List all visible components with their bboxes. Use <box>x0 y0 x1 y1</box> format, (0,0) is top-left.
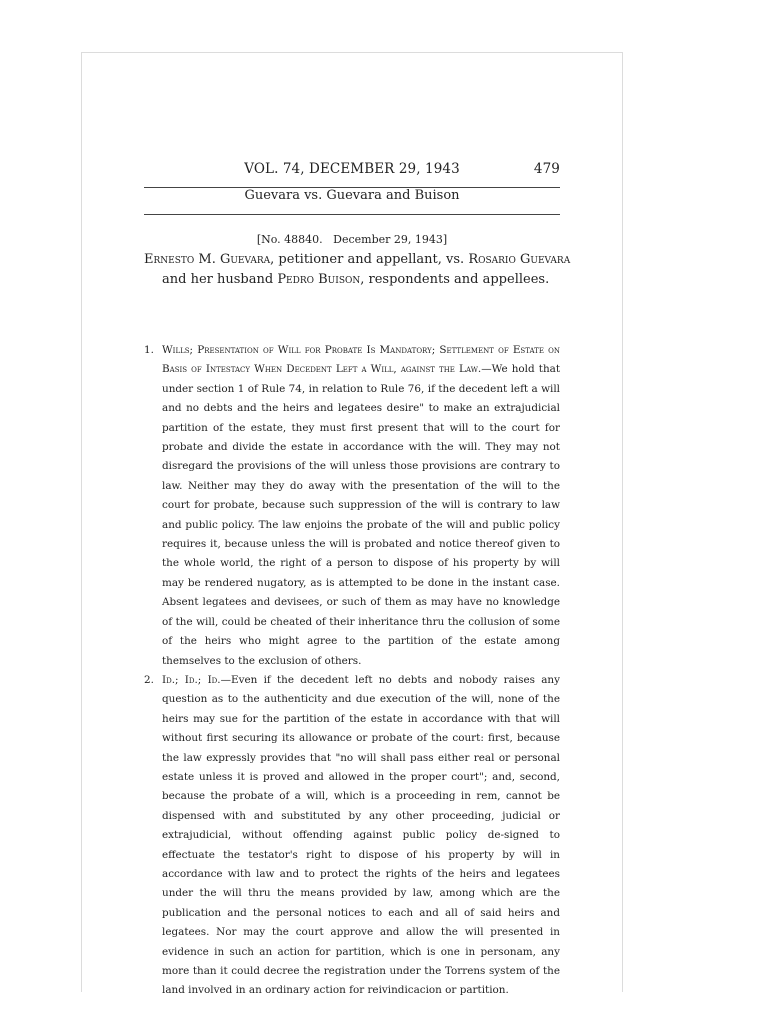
parties-line-1 <box>144 250 571 270</box>
syllabus-body: Even if the decedent left no debts and nobody raises any question as to the authenticity and due execution of the will, none of the heirs may sue for the partition of the estate in accordance with that will without first securing its allowance or probate of the court: first, because the law expressly provides that "no will shall pass either real or personal estate unless it is proved and allowed in the proper court"; and, second, because the probate of a will, which is a proceeding in rem, cannot be dispensed with and substituted by any other proceeding, judicial or extrajudicial, without offending against public policy de-signed to effectuate the testator's right to dispose of his property by will in accordance with law and to protect the rights of the heirs and legatees under the will thru the means provided by law, among which are the publication and the personal notices to each and all of said heirs and legatees. Nor may the court approve and allow the will presented in evidence in such an action for partition, which is one in personam, any more than it could decree the registration under the Torrens system of the land involved in an ordinary action for reivindicacion or partition. <box>162 673 560 997</box>
syllabus-dash: — <box>481 363 492 376</box>
parties-line-2 <box>144 270 562 290</box>
syllabus-number: 2. <box>144 673 154 686</box>
case-parties <box>144 250 571 290</box>
syllabus-body: We hold that under section 1 of Rule 74, in relation to Rule 76, if the decedent left a will and no debts and the heirs and legatees desire" to make an extrajudicial partition of the estate, they must first present that will to the court for probate and divide the estate in accordance with the will. They may not disregard the provisions of the will unless those provisions are contrary to law. Neither may they do away with the presentation of the will to the court for probate, because such suppression of the will is contrary to law and public policy. The law enjoins the probate of the will and public policy requires it, because unless the will is probated and notice thereof given to the whole world, the right of a person to dispose of his property by will may be rendered nugatory, as is attempted to be done in the instant case. Absent legatees and devisees, or such of them as may have no knowledge of the will, could be cheated of their inheritance thru the collusion of some of the heirs who might agree to the partition of the estate among themselves to the exclusion of others. <box>162 363 561 667</box>
case-title: Guevara vs. Guevara and Buison <box>244 188 460 203</box>
header-rule-bottom <box>144 214 560 215</box>
petitioner-role: , petitioner and appellant, vs. <box>270 252 469 267</box>
running-head <box>144 160 560 182</box>
parties-conjunction: and her husband <box>162 272 278 287</box>
respondent-role: , respondents and appellees. <box>360 272 550 287</box>
volume-date: VOL. 74, DECEMBER 29, 1943 <box>244 161 460 177</box>
page-number: 479 <box>533 161 560 177</box>
syllabus-heading: Id.; Id.; Id. <box>162 673 221 686</box>
syllabus-item-2 <box>144 671 560 1001</box>
syllabus-heading: Wills; Presentation of Will for Probate Is Mandatory; Settlement of Estate on Basis of Intestacy When Decedent Left a Will, against the Law. <box>162 344 560 376</box>
docket-number: [No. 48840. December 29, 1943] <box>256 233 448 246</box>
syllabus-item-1 <box>144 341 560 671</box>
respondent-name: Rosario Guevara <box>468 252 571 267</box>
syllabus-dash: — <box>220 673 231 686</box>
syllabus <box>144 341 560 1001</box>
petitioner-name: Ernesto M. Guevara <box>144 252 271 267</box>
respondent2-name: Pedro Buison <box>277 272 361 287</box>
syllabus-number: 1. <box>144 344 154 356</box>
